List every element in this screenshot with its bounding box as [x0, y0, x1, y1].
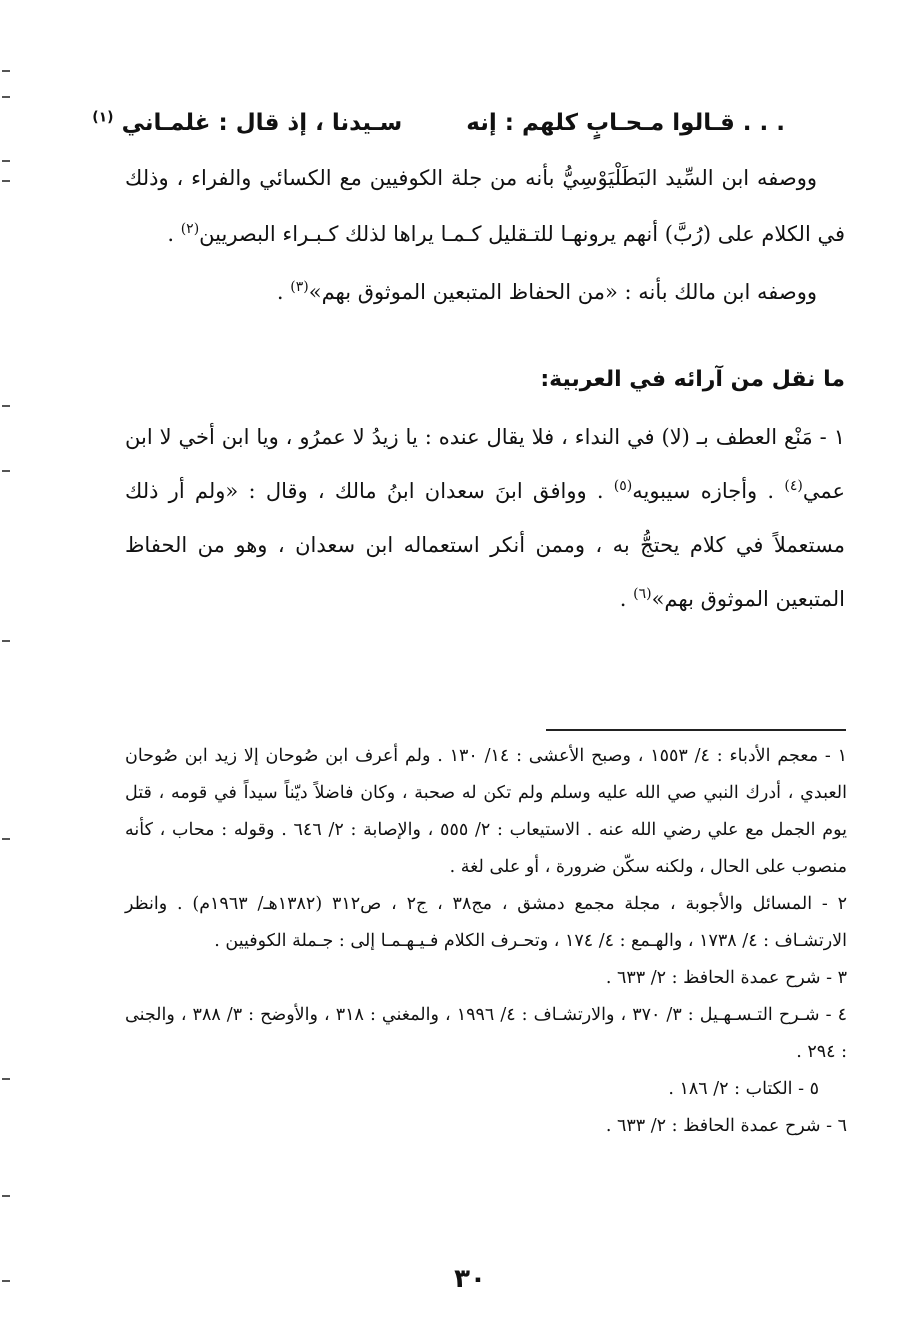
margin-tick — [2, 405, 10, 407]
footnote: ٢ - المسائل والأجوبة ، مجلة مجمع دمشق ، مج٣٨ ، ج٢ ، ص٣١٢ (١٣٨٢هـ/ ١٩٦٣م) . وانظر الارتشـاف : ٤/ ١٧٣٨ ، والهـمع : ٤/ ١٧٤ ، وتحـرف الكلام فـيـهـمـا إلى : جـملة الكوفيين . — [125, 894, 847, 951]
margin-tick — [2, 838, 10, 840]
margin-tick — [2, 96, 10, 98]
footnote: ٣ - شرح عمدة الحافظ : ٢/ ٦٣٣ . — [605, 968, 847, 988]
paragraph-end: . — [167, 222, 181, 246]
paragraph — [125, 264, 845, 320]
footnote: ٦ - شرح عمدة الحافظ : ٢/ ٦٣٣ . — [605, 1116, 847, 1136]
paragraph — [125, 150, 845, 262]
verse-hemistich-2: سـيدنا ، إذ قال : غلمـاني — [121, 110, 403, 136]
margin-tick — [2, 1280, 10, 1282]
margin-tick — [2, 1195, 10, 1197]
footnote-ref: (٤) — [784, 478, 803, 494]
margin-tick — [2, 1078, 10, 1080]
paragraph-text: ووصفه ابن السِّيد البَطَلْيَوْسِيُّ بأنه من جلة الكوفيين مع الكسائي والفراء ، وذلك في الكلام على (رُبَّ) أنهم يرونهـا للتـقليل كـمـا يراها لذلك كـبـراء البصريين — [125, 166, 845, 246]
footnotes — [125, 738, 847, 1145]
footnote-ref: (٥) — [613, 478, 633, 494]
footnote-ref: (٢) — [180, 221, 200, 237]
scan-margin-marks — [2, 0, 14, 1336]
section-heading: ما نقل من آرائه في العربية: — [540, 367, 845, 392]
item-text: . وأجازه سيبويه — [632, 479, 785, 503]
margin-tick — [2, 640, 10, 642]
footnote-separator — [546, 729, 846, 731]
verse-hemistich-1: . . . قـالوا مـحـابٍ كلهم : إنه — [466, 110, 785, 136]
footnote-ref: (١) — [92, 109, 114, 126]
margin-tick — [2, 470, 10, 472]
page-number: ٣٠ — [454, 1264, 486, 1294]
footnote-ref: (٣) — [290, 279, 309, 295]
margin-tick — [2, 180, 10, 182]
item-text: ١ - مَنْع العطف بـ (لا) في النداء ، فلا يقال عنده : يا زيدُ لا عمرُو ، ويا ابن أخي لا ابن عمي — [125, 425, 845, 503]
main-text — [92, 96, 845, 626]
item-text: . — [619, 587, 634, 611]
footnote-ref: (٦) — [633, 586, 652, 602]
item-text: . ووافق ابنَ سعدان ابنُ مالك ، وقال : «ولم أر ذلك مستعملاً في كلام يحتجُّ به ، وممن أنكر استعماله ابن سعدان ، وهو من الحفاظ المتبعين الموثوق بهم» — [125, 479, 845, 611]
margin-tick — [2, 160, 10, 162]
margin-tick — [2, 70, 10, 72]
footnote: ٤ - شـرح التـسـهـيل : ٣/ ٣٧٠ ، والارتشـاف : ٤/ ١٩٩٦ ، والمغني : ٣١٨ ، والأوضح : ٣/ ٣٨٨ ، والجنى : ٢٩٤ . — [125, 1005, 847, 1062]
footnote: ١ - معجم الأدباء : ٤/ ١٥٥٣ ، وصبح الأعشى : ١٤/ ١٣٠ . ولم أعرف ابن صُوحان إلا زيد ابن صُوحان العبدي ، أدرك النبي صي الله عليه وسلم ولم تكن له صحبة ، وكان فاضلاً ديّناً سيداً في قومه ، قتل يوم الجمل مع علي رضي الله عنه . الاستيعاب : ٢/ ٥٥٥ ، والإصابة : ٢/ ٦٤٦ . وقوله : محاب ، كأنه منصوب على الحال ، ولكنه سكّن ضرورة ، أو على لغة . — [125, 746, 848, 877]
footnote: ٥ - الكتاب : ٢/ ١٨٦ . — [668, 1079, 819, 1099]
paragraph-text: ووصفه ابن مالك بأنه : «من الحفاظ المتبعين الموثوق بهم» — [308, 280, 817, 304]
poetry-verse — [92, 96, 845, 150]
paragraph-end: . — [276, 280, 291, 304]
list-item — [125, 410, 845, 626]
